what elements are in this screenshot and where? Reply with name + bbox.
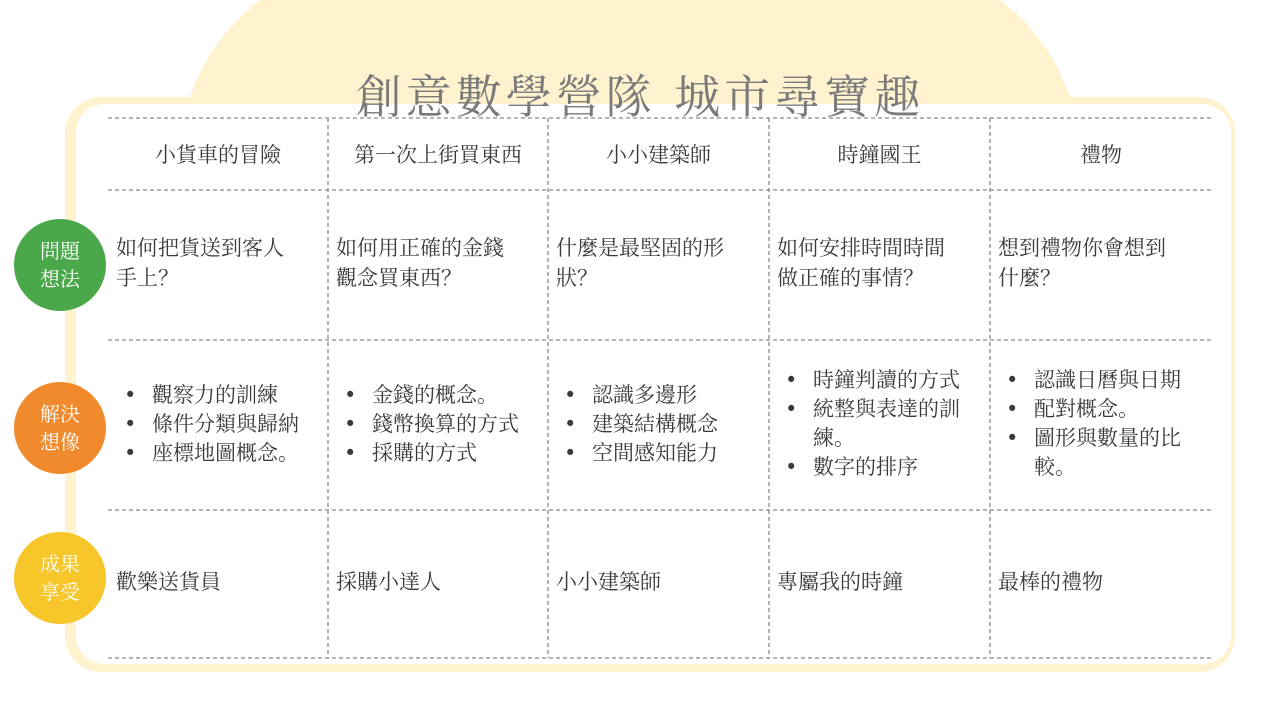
solution-cell — [990, 366, 1212, 482]
list-item: • 建築結構概念 — [592, 410, 761, 439]
result-cell: 採購小達人 — [336, 570, 441, 594]
list-item: • 金錢的概念。 — [372, 381, 540, 410]
badge-label: 成果 — [40, 552, 80, 576]
solution-list — [336, 381, 540, 468]
column-header-2: 第一次上街買東西 — [354, 143, 522, 167]
row-badge-solution — [14, 382, 106, 474]
list-item: • 條件分類與歸納 — [152, 410, 320, 439]
result-cell: 小小建築師 — [556, 570, 661, 594]
solution-list — [998, 366, 1204, 482]
result-cell: 專屬我的時鐘 — [777, 570, 903, 594]
result-cell: 歡樂送貨員 — [116, 570, 221, 594]
question-cell: 如何把貨送到客人 手上？ — [116, 236, 284, 290]
column-header-1: 小貨車的冒險 — [155, 143, 281, 167]
badge-label: 解決 — [40, 402, 80, 426]
list-item: • 時鐘判讀的方式 — [813, 366, 982, 395]
badge-label: 想像 — [40, 430, 80, 454]
solution-cell — [769, 366, 990, 482]
list-item: • 配對概念。 — [1034, 395, 1204, 424]
question-cell: 什麼是最堅固的形 狀？ — [556, 236, 724, 290]
list-item: • 圖形與數量的比較。 — [1034, 424, 1204, 482]
list-item: • 觀察力的訓練 — [152, 381, 320, 410]
column-header-4: 時鐘國王 — [837, 143, 922, 167]
solution-cell — [548, 381, 769, 468]
question-cell: 想到禮物你會想到 什麼？ — [998, 236, 1166, 290]
list-item: • 錢幣換算的方式 — [372, 410, 540, 439]
page-title: 創意數學營隊 城市尋寶趣 — [355, 69, 925, 124]
list-item: • 統整與表達的訓練。 — [813, 395, 982, 453]
list-item: • 座標地圖概念。 — [152, 439, 320, 468]
column-header-5: 禮物 — [1080, 143, 1122, 167]
badge-label: 想法 — [40, 267, 80, 291]
solution-list — [777, 366, 982, 482]
solution-cell — [328, 381, 548, 468]
solution-cell — [108, 381, 328, 468]
badge-label: 享受 — [40, 580, 80, 604]
question-cell: 如何用正確的金錢 觀念買東西？ — [336, 236, 504, 290]
row-badge-question — [14, 219, 106, 311]
solution-list — [556, 381, 761, 468]
list-item: • 空間感知能力 — [592, 439, 761, 468]
row-badge-result — [14, 532, 106, 624]
column-header-3: 小小建築師 — [606, 143, 711, 167]
list-item: • 認識日曆與日期 — [1034, 366, 1204, 395]
list-item: • 認識多邊形 — [592, 381, 761, 410]
badge-label: 問題 — [40, 239, 80, 263]
solution-list — [116, 381, 320, 468]
result-cell: 最棒的禮物 — [998, 570, 1103, 594]
question-cell: 如何安排時間時間 做正確的事情？ — [777, 236, 945, 290]
list-item: • 採購的方式 — [372, 439, 540, 468]
list-item: • 數字的排序 — [813, 453, 982, 482]
